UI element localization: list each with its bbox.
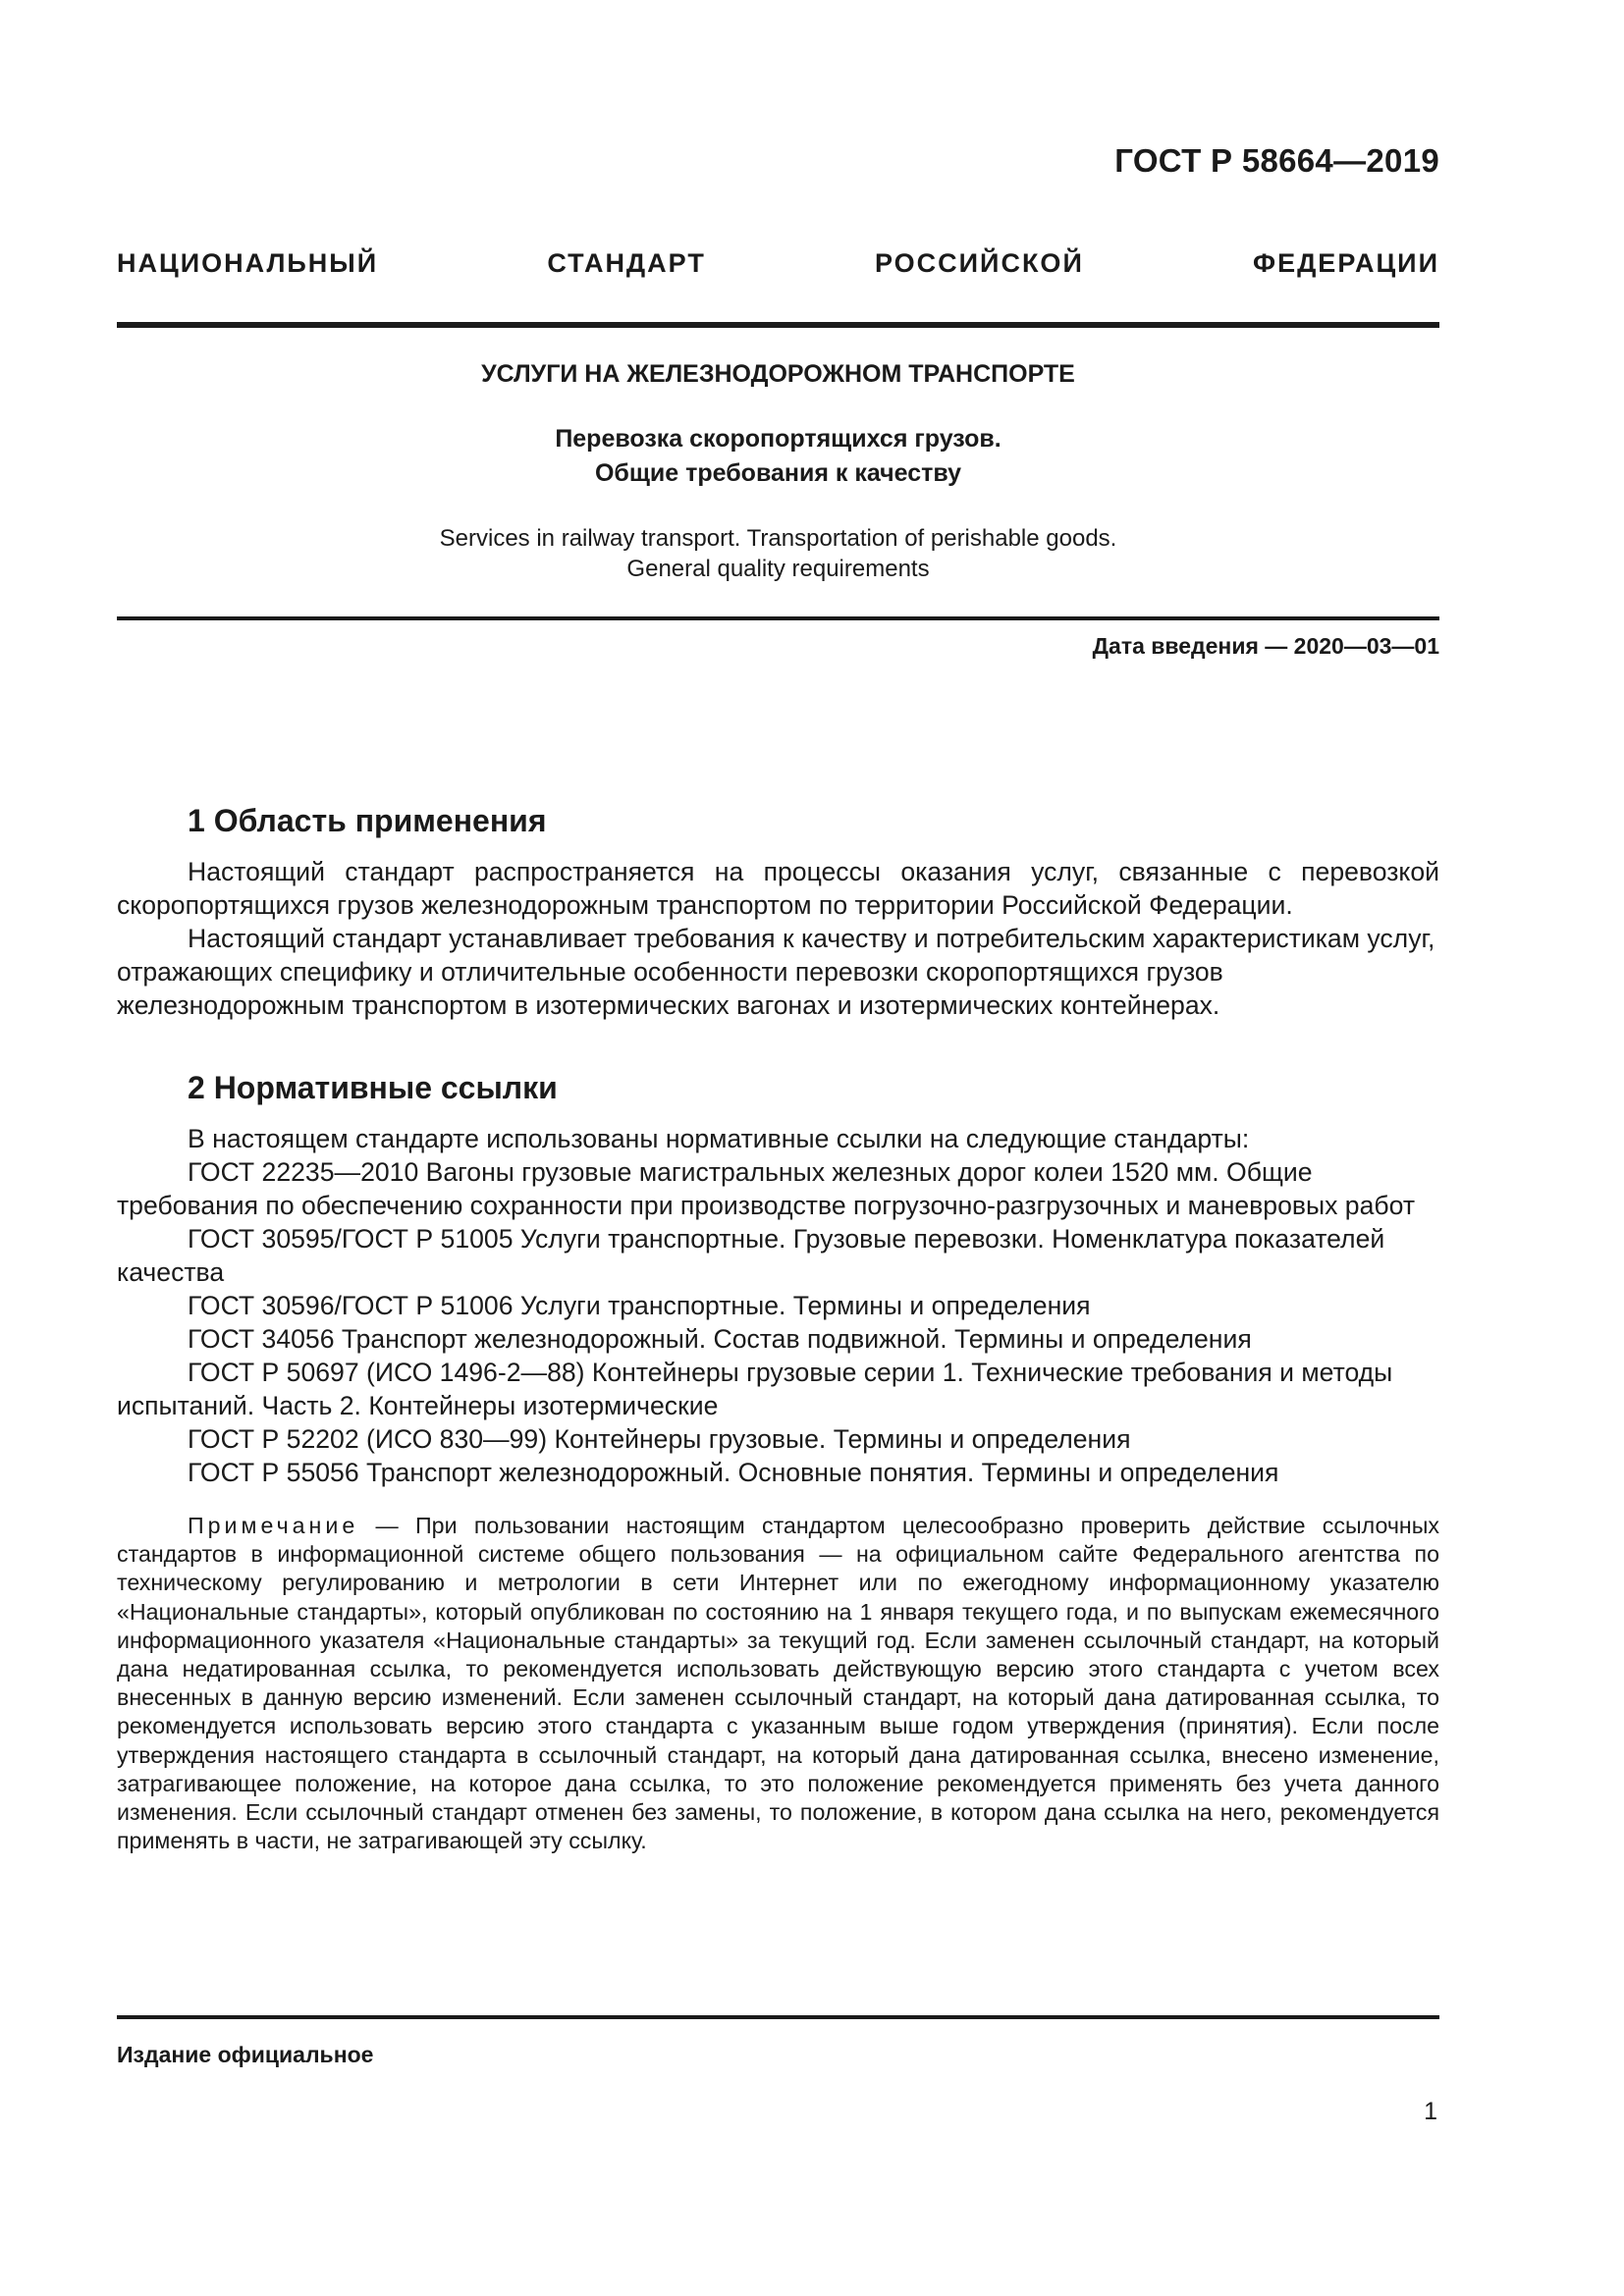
edition-label: Издание официальное (117, 2042, 374, 2067)
introduction-date: Дата введения — 2020—03—01 (1092, 633, 1439, 659)
reference-item: ГОСТ Р 55056 Транспорт железнодорожный. Основные понятия. Термины и определения (188, 1458, 1279, 1487)
page-number: 1 (1424, 2098, 1437, 2125)
reference-item: ГОСТ Р 50697 (ИСО 1496-2—88) Контейнеры грузовые серии 1. Технические требования и методы испытаний. Часть 2. Контейнеры изотермические (117, 1358, 1393, 1420)
reference-item: ГОСТ Р 52202 (ИСО 830—99) Контейнеры грузовые. Термины и определения (188, 1424, 1131, 1454)
english-title (117, 523, 1439, 584)
reference-item: ГОСТ 30596/ГОСТ Р 51006 Услуги транспортные. Термины и определения (188, 1291, 1091, 1320)
document-title: УСЛУГИ НА ЖЕЛЕЗНОДОРОЖНОМ ТРАНСПОРТЕ (481, 360, 1075, 388)
section-scope (117, 803, 1439, 1022)
english-title-line-2: General quality requirements (626, 556, 930, 582)
footer-divider (117, 2015, 1439, 2019)
note-label: Примечание (188, 1513, 359, 1538)
english-title-line-1: Services in railway transport. Transportation of perishable goods. (439, 525, 1117, 552)
subtitle-line-2: Общие требования к качеству (594, 459, 962, 487)
subtitle-line-1: Перевозка скоропортящихся грузов. (555, 425, 1001, 453)
note-text: — При пользовании настоящим стандартом целесообразно проверить действие ссылочных стандартов в информационной системе общего пользования — на официальном сайте Федерального агентства по техническому регулированию и метрологии в сети Интернет или по ежегодному информационному указателю «Национальные стандарты», который опубликован по состоянию на 1 января текущего года, и по выпускам ежемесячного информационного указателя «Национальные стандарты» за текущий год. Если заменен ссылочный стандарт, на который дана недатированная ссылка, то рекомендуется использовать действующую версию этого стандарта с учетом всех внесенных в данную версию изменений. Если заменен ссылочный стандарт, на который дана датированная ссылка, то рекомендуется использовать версию этого стандарта с указанным выше годом утверждения (принятия). Если после утверждения настоящего стандарта в ссылочный стандарт, на который дана датированная ссылка, внесено изменение, затрагивающее положение, на которое дана ссылка, то это положение рекомендуется применять без учета данного изменения. Если ссылочный стандарт отменен без замены, то положение, в котором дана ссылка на него, рекомендуется применять в части, не затрагивающей эту ссылку. (117, 1513, 1439, 1854)
section-heading: 1 Область применения (188, 803, 547, 838)
document-code: ГОСТ Р 58664—2019 (1114, 142, 1439, 179)
note-paragraph (117, 1512, 1439, 1855)
paragraph: Настоящий стандарт распространяется на процессы оказания услуг, связанные с перевозкой скоропортящихся грузов железнодорожным транспортом по территории Российской Федерации. (117, 857, 1439, 920)
section-heading: 2 Нормативные ссылки (188, 1070, 558, 1105)
section-normative-references (117, 1070, 1439, 1489)
title-divider (117, 616, 1439, 620)
national-standard-banner: НАЦИОНАЛЬНЫЙ СТАНДАРТ РОССИЙСКОЙ ФЕДЕРАЦИИ (117, 248, 1439, 278)
reference-item: ГОСТ 22235—2010 Вагоны грузовые магистральных железных дорог колеи 1520 мм. Общие требования по обеспечению сохранности при производстве погрузочно-разгрузочных и маневровых работ (117, 1157, 1415, 1220)
reference-item: ГОСТ 30595/ГОСТ Р 51005 Услуги транспортные. Грузовые перевозки. Номенклатура показателей качества (117, 1224, 1385, 1287)
paragraph: В настоящем стандарте использованы нормативные ссылки на следующие стандарты: (188, 1124, 1250, 1153)
document-subtitle (117, 422, 1439, 491)
header-divider (117, 322, 1439, 328)
reference-item: ГОСТ 34056 Транспорт железнодорожный. Состав подвижной. Термины и определения (188, 1324, 1252, 1354)
paragraph: Настоящий стандарт устанавливает требования к качеству и потребительским характеристикам услуг, отражающих специфику и отличительные особенности перевозки скоропортящихся грузов железнодорожным транспортом в изотермических вагонах и изотермических контейнерах. (117, 924, 1435, 1020)
